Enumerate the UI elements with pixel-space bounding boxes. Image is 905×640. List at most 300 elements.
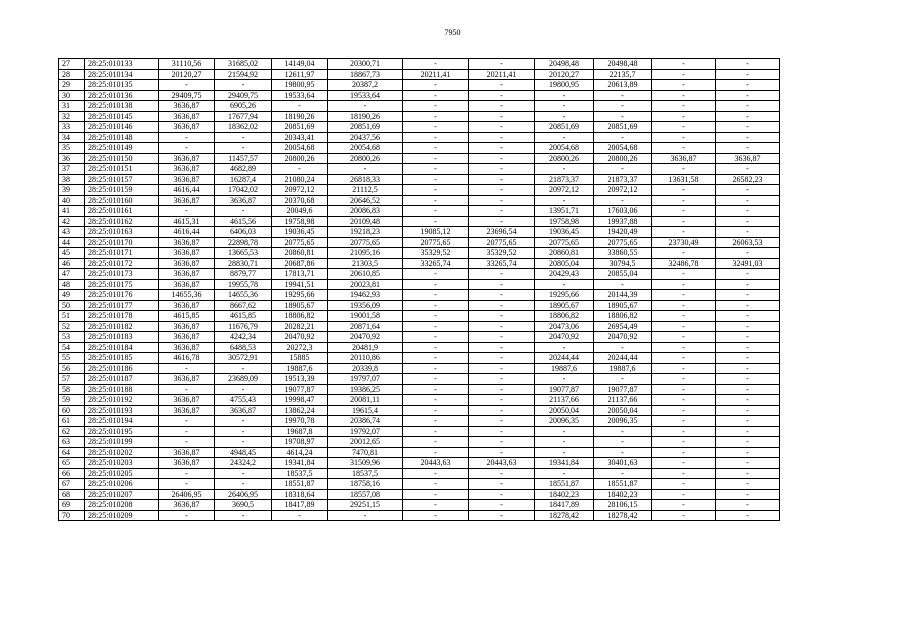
- table-cell: 30572,91: [215, 353, 272, 364]
- table-cell: -: [716, 195, 780, 206]
- table-cell: -: [535, 111, 594, 122]
- table-cell: 59: [59, 395, 85, 406]
- table-cell: 21095,16: [328, 248, 403, 259]
- table-cell: -: [403, 195, 469, 206]
- table-cell: -: [403, 290, 469, 301]
- table-row: [59, 468, 780, 479]
- table-cell: -: [469, 80, 535, 91]
- table-cell: -: [403, 101, 469, 112]
- table-cell: 19533,64: [328, 90, 403, 101]
- table-row: [59, 258, 780, 269]
- table-cell: -: [469, 153, 535, 164]
- table-cell: 28:25:010135: [85, 80, 159, 91]
- table-cell: 3636,87: [159, 405, 215, 416]
- table-cell: -: [716, 416, 780, 427]
- table-cell: -: [469, 279, 535, 290]
- table-cell: 46: [59, 258, 85, 269]
- table-cell: 18551,87: [594, 479, 652, 490]
- table-cell: -: [652, 80, 716, 91]
- table-cell: -: [469, 311, 535, 322]
- table-cell: -: [652, 311, 716, 322]
- table-cell: -: [652, 363, 716, 374]
- table-cell: 3636,87: [159, 447, 215, 458]
- table-row: [59, 195, 780, 206]
- table-cell: 40: [59, 195, 85, 206]
- table-cell: -: [652, 90, 716, 101]
- table-cell: -: [403, 405, 469, 416]
- table-cell: -: [652, 416, 716, 427]
- table-cell: -: [403, 500, 469, 511]
- table-cell: 20972,12: [594, 185, 652, 196]
- table-cell: -: [469, 174, 535, 185]
- table-cell: 28:25:010149: [85, 143, 159, 154]
- table-cell: 20800,26: [594, 153, 652, 164]
- table-cell: -: [716, 437, 780, 448]
- table-cell: 19937,88: [594, 216, 652, 227]
- table-row: [59, 206, 780, 217]
- table-cell: 28830,71: [215, 258, 272, 269]
- table-cell: -: [716, 426, 780, 437]
- table-cell: 3636,87: [215, 405, 272, 416]
- table-cell: -: [469, 353, 535, 364]
- table-cell: 20646,52: [328, 195, 403, 206]
- table-cell: -: [469, 216, 535, 227]
- table-cell: -: [716, 321, 780, 332]
- table-cell: -: [215, 426, 272, 437]
- table-cell: -: [535, 279, 594, 290]
- table-cell: 18905,67: [272, 300, 328, 311]
- table-cell: 6488,53: [215, 342, 272, 353]
- table-cell: 45: [59, 248, 85, 259]
- table-cell: 32491,03: [716, 258, 780, 269]
- table-cell: 17042,02: [215, 185, 272, 196]
- table-cell: -: [535, 437, 594, 448]
- table-cell: 19462,93: [328, 290, 403, 301]
- table-cell: -: [403, 342, 469, 353]
- table-cell: 20470,92: [594, 332, 652, 343]
- table-cell: 20775,65: [272, 237, 328, 248]
- table-cell: -: [594, 447, 652, 458]
- table-cell: 28: [59, 69, 85, 80]
- table-cell: 17677,94: [215, 111, 272, 122]
- table-cell: -: [594, 279, 652, 290]
- table-cell: -: [652, 300, 716, 311]
- table-cell: -: [328, 510, 403, 521]
- table-cell: 20860,81: [272, 248, 328, 259]
- table-cell: -: [716, 269, 780, 280]
- table-cell: 20851,69: [535, 122, 594, 133]
- table-cell: 20775,65: [403, 237, 469, 248]
- table-row: [59, 122, 780, 133]
- table-cell: 35329,52: [469, 248, 535, 259]
- table-body: [59, 59, 780, 521]
- table-cell: 28:25:010187: [85, 374, 159, 385]
- table-cell: 11676,79: [215, 321, 272, 332]
- table-cell: -: [652, 206, 716, 217]
- table-cell: -: [652, 269, 716, 280]
- table-cell: 3636,87: [159, 258, 215, 269]
- table-cell: -: [716, 374, 780, 385]
- table-cell: 20481,9: [328, 342, 403, 353]
- table-row: [59, 237, 780, 248]
- page-number: 7950: [444, 28, 461, 37]
- table-cell: -: [403, 447, 469, 458]
- table-cell: -: [469, 269, 535, 280]
- table-cell: 28:25:010208: [85, 500, 159, 511]
- table-cell: -: [215, 479, 272, 490]
- table-cell: 13631,58: [652, 174, 716, 185]
- table-cell: -: [159, 437, 215, 448]
- table-cell: 65: [59, 458, 85, 469]
- table-cell: 19085,12: [403, 227, 469, 238]
- table-cell: -: [469, 332, 535, 343]
- table-cell: 28:25:010136: [85, 90, 159, 101]
- table-cell: 28:25:010176: [85, 290, 159, 301]
- table-row: [59, 59, 780, 70]
- table-cell: -: [403, 479, 469, 490]
- table-cell: 3636,87: [159, 395, 215, 406]
- table-cell: 4682,89: [215, 164, 272, 175]
- table-cell: 28:25:010183: [85, 332, 159, 343]
- table-cell: -: [469, 489, 535, 500]
- table-cell: 3636,87: [159, 101, 215, 112]
- table-cell: 28:25:010207: [85, 489, 159, 500]
- table-cell: 28:25:010173: [85, 269, 159, 280]
- table-cell: -: [594, 374, 652, 385]
- table-cell: 30794,5: [594, 258, 652, 269]
- table-cell: 28:25:010170: [85, 237, 159, 248]
- table-cell: 20851,69: [272, 122, 328, 133]
- table-cell: -: [403, 510, 469, 521]
- table-row: [59, 248, 780, 259]
- table-cell: 18190,26: [272, 111, 328, 122]
- table-cell: -: [594, 468, 652, 479]
- table-cell: 20498,48: [594, 59, 652, 70]
- table-cell: 17603,06: [594, 206, 652, 217]
- table-cell: -: [535, 132, 594, 143]
- table-cell: 29: [59, 80, 85, 91]
- table-cell: 21303,5: [328, 258, 403, 269]
- table-cell: -: [716, 164, 780, 175]
- table-cell: 20429,43: [535, 269, 594, 280]
- table-cell: 33265,74: [403, 258, 469, 269]
- table-cell: -: [652, 479, 716, 490]
- table-cell: 38: [59, 174, 85, 185]
- table-cell: -: [469, 342, 535, 353]
- table-cell: -: [469, 122, 535, 133]
- table-cell: 20244,44: [535, 353, 594, 364]
- table-cell: 28106,15: [594, 500, 652, 511]
- table-cell: 28:25:010171: [85, 248, 159, 259]
- table-cell: -: [469, 447, 535, 458]
- table-cell: 19386,25: [328, 384, 403, 395]
- table-cell: -: [159, 363, 215, 374]
- table-cell: 19792,07: [328, 426, 403, 437]
- table-cell: -: [215, 468, 272, 479]
- table-cell: 31685,02: [215, 59, 272, 70]
- table-cell: -: [272, 510, 328, 521]
- table-cell: -: [716, 143, 780, 154]
- table-cell: -: [403, 122, 469, 133]
- table-cell: 17813,71: [272, 269, 328, 280]
- table-cell: 19036,45: [272, 227, 328, 238]
- table-cell: -: [716, 59, 780, 70]
- table-cell: -: [652, 510, 716, 521]
- table-cell: 19887,6: [535, 363, 594, 374]
- table-cell: -: [652, 332, 716, 343]
- table-cell: 28:25:010205: [85, 468, 159, 479]
- table-cell: 22898,78: [215, 237, 272, 248]
- table-cell: 28:25:010185: [85, 353, 159, 364]
- table-cell: 19687,8: [272, 426, 328, 437]
- table-row: [59, 374, 780, 385]
- table-cell: 28:25:010193: [85, 405, 159, 416]
- table-cell: 29409,75: [215, 90, 272, 101]
- table-cell: -: [535, 468, 594, 479]
- table-cell: 19887,6: [594, 363, 652, 374]
- table-cell: -: [469, 321, 535, 332]
- table-cell: 20775,65: [469, 237, 535, 248]
- table-cell: -: [403, 468, 469, 479]
- table-cell: 19797,07: [328, 374, 403, 385]
- table-cell: -: [716, 468, 780, 479]
- table-cell: 18905,67: [535, 300, 594, 311]
- table-cell: -: [716, 447, 780, 458]
- table-cell: 63: [59, 437, 85, 448]
- table-cell: 20054,68: [535, 143, 594, 154]
- table-cell: 28:25:010150: [85, 153, 159, 164]
- table-cell: -: [652, 342, 716, 353]
- table-cell: 20300,71: [328, 59, 403, 70]
- table-cell: 3636,87: [159, 164, 215, 175]
- table-cell: 28:25:010161: [85, 206, 159, 217]
- table-cell: -: [469, 510, 535, 521]
- table-cell: 53: [59, 332, 85, 343]
- table-cell: -: [716, 395, 780, 406]
- table-cell: -: [716, 342, 780, 353]
- table-cell: 24324,2: [215, 458, 272, 469]
- table-cell: -: [716, 90, 780, 101]
- table-cell: 4616,44: [159, 185, 215, 196]
- table-cell: -: [716, 216, 780, 227]
- table-cell: -: [215, 80, 272, 91]
- table-cell: 18278,42: [594, 510, 652, 521]
- table-cell: 15885: [272, 353, 328, 364]
- table-cell: 20498,48: [535, 59, 594, 70]
- table-row: [59, 458, 780, 469]
- table-cell: 4615,85: [215, 311, 272, 322]
- table-cell: 20120,27: [159, 69, 215, 80]
- table-cell: 3636,87: [215, 195, 272, 206]
- table-cell: 28:25:010145: [85, 111, 159, 122]
- table-cell: 4615,56: [215, 216, 272, 227]
- table-cell: 28:25:010199: [85, 437, 159, 448]
- table-row: [59, 111, 780, 122]
- table-cell: -: [652, 468, 716, 479]
- table-cell: -: [594, 426, 652, 437]
- table-cell: 18537,5: [272, 468, 328, 479]
- table-cell: -: [403, 59, 469, 70]
- table-cell: 20855,04: [594, 269, 652, 280]
- table-cell: 31110,56: [159, 59, 215, 70]
- table-cell: 3636,87: [159, 342, 215, 353]
- table-cell: 49: [59, 290, 85, 301]
- table-row: [59, 174, 780, 185]
- table-cell: -: [716, 353, 780, 364]
- table-row: [59, 489, 780, 500]
- table-cell: 16287,4: [215, 174, 272, 185]
- table-cell: 28:25:010182: [85, 321, 159, 332]
- table-cell: -: [159, 206, 215, 217]
- table-cell: 20211,41: [403, 69, 469, 80]
- table-row: [59, 279, 780, 290]
- table-cell: 50: [59, 300, 85, 311]
- table-cell: 28:25:010206: [85, 479, 159, 490]
- table-cell: -: [652, 122, 716, 133]
- table-cell: -: [594, 132, 652, 143]
- table-cell: 28:25:010188: [85, 384, 159, 395]
- table-cell: -: [469, 374, 535, 385]
- table-cell: 3636,87: [159, 153, 215, 164]
- table-cell: 19077,87: [594, 384, 652, 395]
- table-cell: 18402,23: [594, 489, 652, 500]
- table-cell: 3636,87: [159, 374, 215, 385]
- table-cell: 20050,04: [594, 405, 652, 416]
- table-cell: -: [159, 479, 215, 490]
- table-cell: 35: [59, 143, 85, 154]
- table-row: [59, 311, 780, 322]
- table-cell: -: [652, 395, 716, 406]
- table-cell: 28:25:010146: [85, 122, 159, 133]
- table-row: [59, 479, 780, 490]
- table-cell: -: [403, 164, 469, 175]
- table-cell: -: [403, 332, 469, 343]
- table-cell: -: [469, 132, 535, 143]
- table-cell: 28:25:010184: [85, 342, 159, 353]
- table-cell: -: [652, 185, 716, 196]
- table-cell: -: [716, 69, 780, 80]
- table-cell: 28:25:010195: [85, 426, 159, 437]
- table-cell: -: [716, 458, 780, 469]
- table-cell: -: [652, 405, 716, 416]
- table-cell: -: [403, 300, 469, 311]
- table-row: [59, 164, 780, 175]
- table-cell: -: [535, 195, 594, 206]
- table-cell: -: [652, 132, 716, 143]
- table-cell: 68: [59, 489, 85, 500]
- table-cell: -: [403, 279, 469, 290]
- table-cell: 19356,09: [328, 300, 403, 311]
- table-cell: 20054,68: [272, 143, 328, 154]
- table-cell: 20871,64: [328, 321, 403, 332]
- table-row: [59, 321, 780, 332]
- table-cell: -: [403, 80, 469, 91]
- table-cell: 20972,12: [535, 185, 594, 196]
- table-cell: -: [716, 279, 780, 290]
- table-cell: 8667,62: [215, 300, 272, 311]
- table-cell: -: [716, 332, 780, 343]
- table-cell: -: [159, 426, 215, 437]
- table-cell: 19218,23: [328, 227, 403, 238]
- table-cell: 20023,81: [328, 279, 403, 290]
- table-cell: 3636,87: [159, 332, 215, 343]
- table-cell: 20054,68: [594, 143, 652, 154]
- table-cell: 28:25:010160: [85, 195, 159, 206]
- table-cell: 52: [59, 321, 85, 332]
- table-cell: -: [716, 101, 780, 112]
- table-cell: 26063,53: [716, 237, 780, 248]
- table-row: [59, 227, 780, 238]
- table-cell: 21594,92: [215, 69, 272, 80]
- table-cell: -: [652, 384, 716, 395]
- table-cell: 56: [59, 363, 85, 374]
- table-cell: 18318,64: [272, 489, 328, 500]
- table-cell: 4614,24: [272, 447, 328, 458]
- table-cell: 21873,37: [535, 174, 594, 185]
- table-cell: -: [652, 69, 716, 80]
- table-cell: -: [403, 206, 469, 217]
- table-cell: 4615,31: [159, 216, 215, 227]
- table-cell: 48: [59, 279, 85, 290]
- table-cell: -: [469, 479, 535, 490]
- table-cell: 20272,3: [272, 342, 328, 353]
- table-cell: 20081,11: [328, 395, 403, 406]
- table-cell: 4755,43: [215, 395, 272, 406]
- table-cell: 20096,35: [535, 416, 594, 427]
- table-row: [59, 332, 780, 343]
- table-cell: 19758,98: [272, 216, 328, 227]
- table-cell: 26582,23: [716, 174, 780, 185]
- table-cell: 20775,65: [594, 237, 652, 248]
- table-cell: 3636,87: [159, 195, 215, 206]
- table-cell: -: [403, 132, 469, 143]
- table-row: [59, 447, 780, 458]
- table-row: [59, 185, 780, 196]
- table-cell: -: [652, 447, 716, 458]
- table-row: [59, 395, 780, 406]
- table-cell: -: [716, 111, 780, 122]
- table-cell: -: [403, 437, 469, 448]
- table-cell: -: [652, 279, 716, 290]
- table-cell: 20972,12: [272, 185, 328, 196]
- table-cell: -: [215, 143, 272, 154]
- table-cell: 11457,57: [215, 153, 272, 164]
- table-cell: -: [403, 216, 469, 227]
- table-cell: 20851,69: [328, 122, 403, 133]
- table-cell: -: [403, 174, 469, 185]
- table-cell: 20370,68: [272, 195, 328, 206]
- table-cell: 26406,95: [215, 489, 272, 500]
- table-row: [59, 143, 780, 154]
- table-cell: -: [403, 416, 469, 427]
- table-cell: -: [652, 353, 716, 364]
- table-cell: 19955,78: [215, 279, 272, 290]
- table-row: [59, 132, 780, 143]
- table-cell: -: [716, 405, 780, 416]
- table-cell: -: [469, 437, 535, 448]
- table-cell: 20443,63: [403, 458, 469, 469]
- table-cell: -: [403, 384, 469, 395]
- table-cell: 19341,84: [272, 458, 328, 469]
- table-cell: -: [469, 426, 535, 437]
- table-cell: -: [403, 489, 469, 500]
- table-cell: -: [594, 164, 652, 175]
- table-cell: -: [594, 101, 652, 112]
- table-cell: 28:25:010178: [85, 311, 159, 322]
- table-cell: 20339,8: [328, 363, 403, 374]
- table-cell: -: [469, 300, 535, 311]
- table-cell: 19800,95: [535, 80, 594, 91]
